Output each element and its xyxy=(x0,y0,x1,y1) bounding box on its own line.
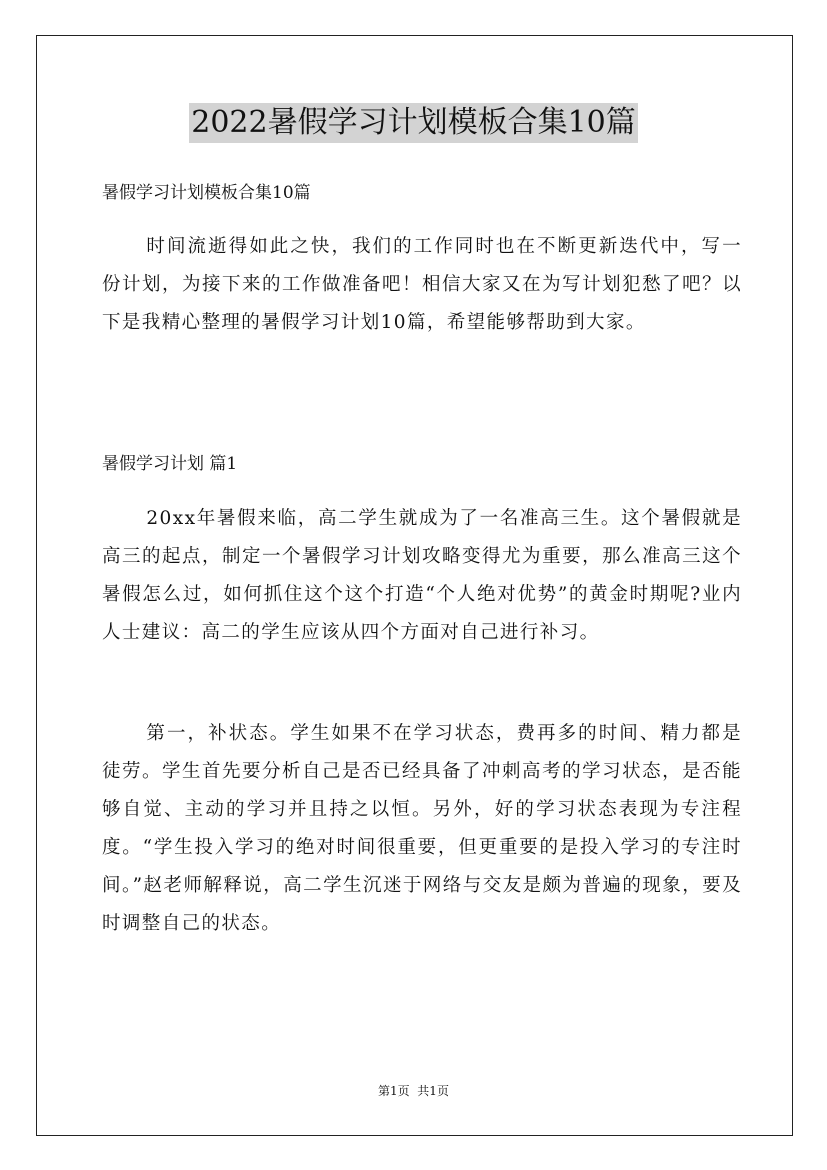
body-paragraph-1: 20xx年暑假来临，高二学生就成为了一名准高三生。这个暑假就是高三的起点，制定一个暑假学习计划攻略变得尤为重要，那么准高三这个暑假怎么过，如何抓住这个这个打造“个人绝对优势”的黄金时期呢?业内人士建议：高二的学生应该从四个方面对自己进行补习。 xyxy=(102,508,742,643)
title-container xyxy=(0,103,827,143)
page-footer: 第1页 共1页 xyxy=(378,1084,449,1098)
body-paragraph-2: 第一，补状态。学生如果不在学习状态，费再多的时间、精力都是徒劳。学生首先要分析自己是否已经具备了冲刺高考的学习状态，是否能够自觉、主动的学习并且持之以恒。另外，好的学习状态表现为专注程度。“学生投入学习的绝对时间很重要，但更重要的是投入学习的专注时间。”赵老师解释说，高二学生沉迷于网络与交友是颇为普遍的现象，要及时调整自己的状态。 xyxy=(102,723,742,934)
document-title: 2022暑假学习计划模板合集10篇 xyxy=(189,103,638,143)
document-subtitle: 暑假学习计划模板合集10篇 xyxy=(102,183,311,203)
intro-paragraph: 时间流逝得如此之快，我们的工作同时也在不断更新迭代中，写一份计划，为接下来的工作做准备吧！相信大家又在为写计划犯愁了吧？以下是我精心整理的暑假学习计划10篇，希望能够帮助到大家。 xyxy=(102,236,742,333)
section-heading: 暑假学习计划 篇1 xyxy=(102,454,238,474)
